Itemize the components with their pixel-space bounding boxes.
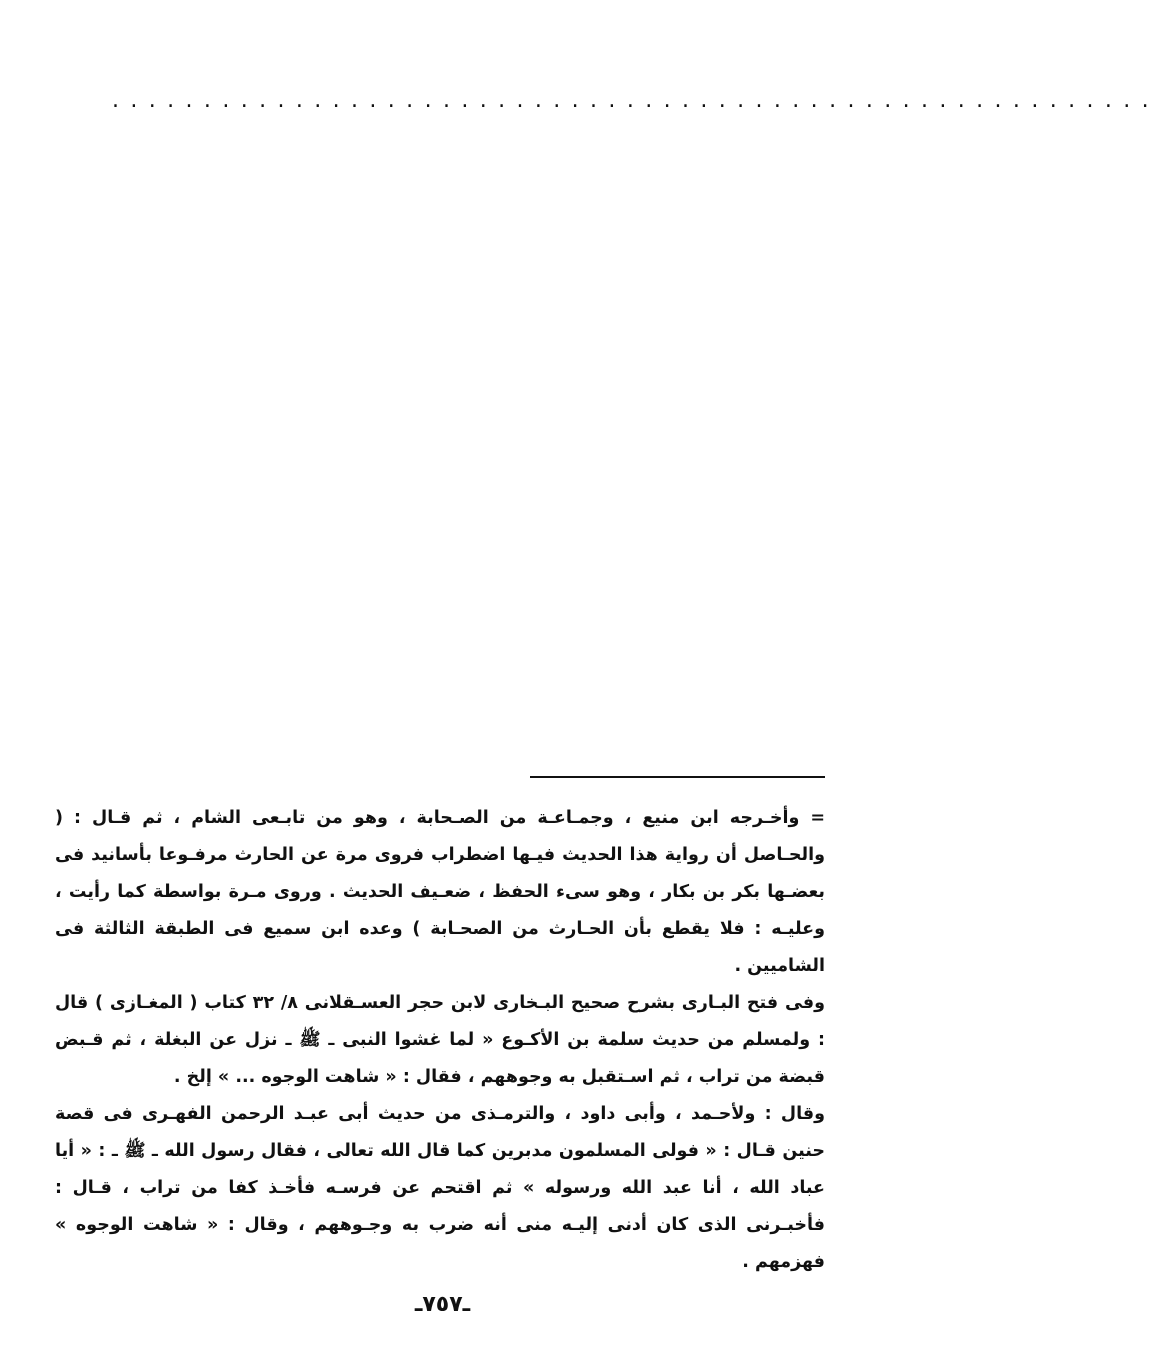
footnote-paragraph: وقال : ولأحـمد ، وأبى داود ، والترمـذى من حديث أبى عبـد الرحمن الفهـرى فى قصة حنين قـال : « فولى المسلمون مدبرين كما قال الله تعالى ، فقال رسول الله ـ ﷺ ـ : « أيا عباد الله ، أنا عبد الله ورسوله » ثم اقتحم عن فرسـه فأخـذ كفا من تراب ، قـال : فأخبـرنى الذى كان أدنى إليـه منى أنه ضرب به وجـوههم ، وقال : « شاهت الوجوه » فهزمهم . bbox=[55, 1104, 825, 1272]
footnotes-block bbox=[55, 800, 825, 1281]
top-dotted-separator: . . . . . . . . . . . . . . . . . . . . . . . . . . . . . . . . . . . . . . . . . . . . . . . . . . . . . . . . . bbox=[112, 88, 1151, 113]
footnote-paragraph: = وأخـرجه ابن منيع ، وجمـاعـة من الصـحابة ، وهو من تابـعى الشام ، ثم قـال : ( والحـاصل أن رواية هذا الحديث فيـها اضطراب فروى مرة عن الحارث مرفـوعا بأسانيد فى بعضـها بكر بن بكار ، وهو سىء الحفظ ، ضعـيف الحديث . وروى مـرة بواسطة كما رأيت ، وعليـه : فلا يقطع بأن الحـارث من الصحـابة ) وعده ابن سميع فى الطبقة الثالثة فى الشاميين . bbox=[55, 808, 825, 976]
footnote-paragraph: وفى فتح البـارى بشرح صحيح البـخارى لابن حجر العسـقلانى ٨/ ٣٢ كتاب ( المغـازى ) قال : ولمسلم من حديث سلمة بن الأكـوع « لما غشوا النبى ـ ﷺ ـ نزل عن البغلة ، ثم قـبض قبضة من تراب ، ثم اسـتقبل به وجوههم ، فقال : « شاهت الوجوه ... » إلخ . bbox=[55, 993, 825, 1087]
footnote-rule bbox=[530, 776, 825, 778]
page-number: ـ٧٥٧ـ bbox=[414, 1292, 471, 1317]
